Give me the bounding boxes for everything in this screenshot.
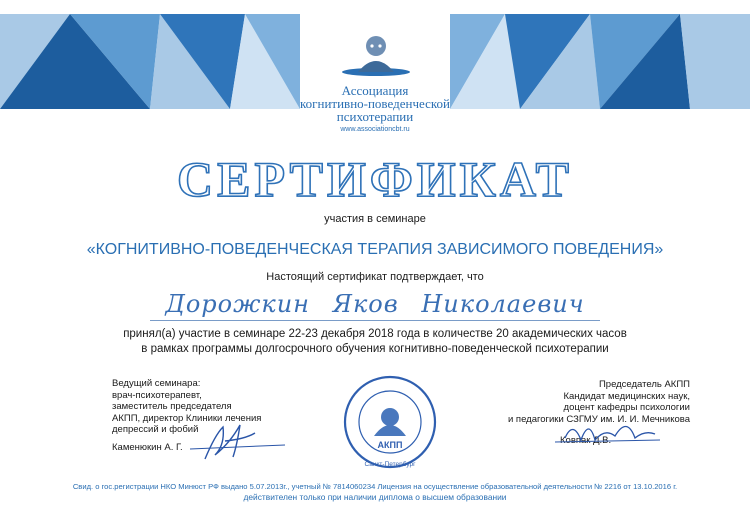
stamp-bottom-text: Санкт-Петербург (364, 461, 416, 468)
left-signatory-line3: заместитель председателя (112, 401, 232, 412)
footer-registration: Свид. о гос.регистрации НКО Минюст РФ выдано 5.07.2013г., учетный № 7814060234 Лицензия на осуществление образовательной деятельности № 2216 от 13.10.2016 г. (72, 482, 678, 491)
left-signatory-line2: врач-психотерапевт, (112, 389, 202, 401)
left-signatory-name: Каменюкин А. Г. (112, 442, 183, 453)
organization-stamp-icon (342, 374, 438, 470)
right-signatory-line4: и педагогики СЗГМУ им. И. И. Мечникова (507, 413, 690, 425)
organization-website: www.associationcbt.ru (340, 126, 410, 133)
organization-name-line3: психотерапии (336, 109, 414, 124)
left-signature-icon (185, 415, 295, 465)
certificate-subtitle: участия в семинаре (324, 213, 426, 225)
right-signatory-line3: доцент кафедры психологии (563, 402, 690, 413)
certificate-body (0, 327, 750, 357)
right-signature-icon (555, 410, 665, 455)
body-line1: принял(а) участие в семинаре 22-23 декабря 2018 года в количестве 20 академических часов (123, 328, 627, 340)
organization-name (270, 84, 480, 123)
stamp-center-text: АКПП (377, 440, 403, 450)
footer-validity: действителен только при наличии диплома о высшем образовании (243, 492, 507, 502)
right-signatory-line1: Председатель АКПП (598, 379, 690, 390)
organization-name-line2: когнитивно-поведенческой (300, 96, 450, 111)
right-signatory-line2: Кандидат медицинских наук, (563, 390, 690, 402)
right-signatory-name: Ковпак Д.В. (560, 435, 612, 446)
left-signatory-line5: депрессий и фобий (112, 424, 199, 435)
name-underline (150, 320, 600, 321)
association-logo-icon (340, 32, 412, 76)
body-line2: в рамках программы долгосрочного обучения когнитивно-поведенческой психотерапии (141, 343, 609, 355)
certificate-title: СЕРТИФИКАТ (176, 151, 573, 207)
left-signatory-line4: АКПП, директор Клиники лечения (112, 412, 262, 424)
organization-name-line1: Ассоциация (341, 83, 409, 98)
left-signatory-line1: Ведущий семинара: (112, 378, 201, 389)
confirm-text: Настоящий сертификат подтверждает, что (266, 271, 484, 283)
recipient-name: Дорожкин Яков Николаевич (165, 290, 585, 318)
seminar-title: «КОГНИТИВНО-ПОВЕДЕНЧЕСКАЯ ТЕРАПИЯ ЗАВИСИМОГО ПОВЕДЕНИЯ» (86, 241, 664, 258)
